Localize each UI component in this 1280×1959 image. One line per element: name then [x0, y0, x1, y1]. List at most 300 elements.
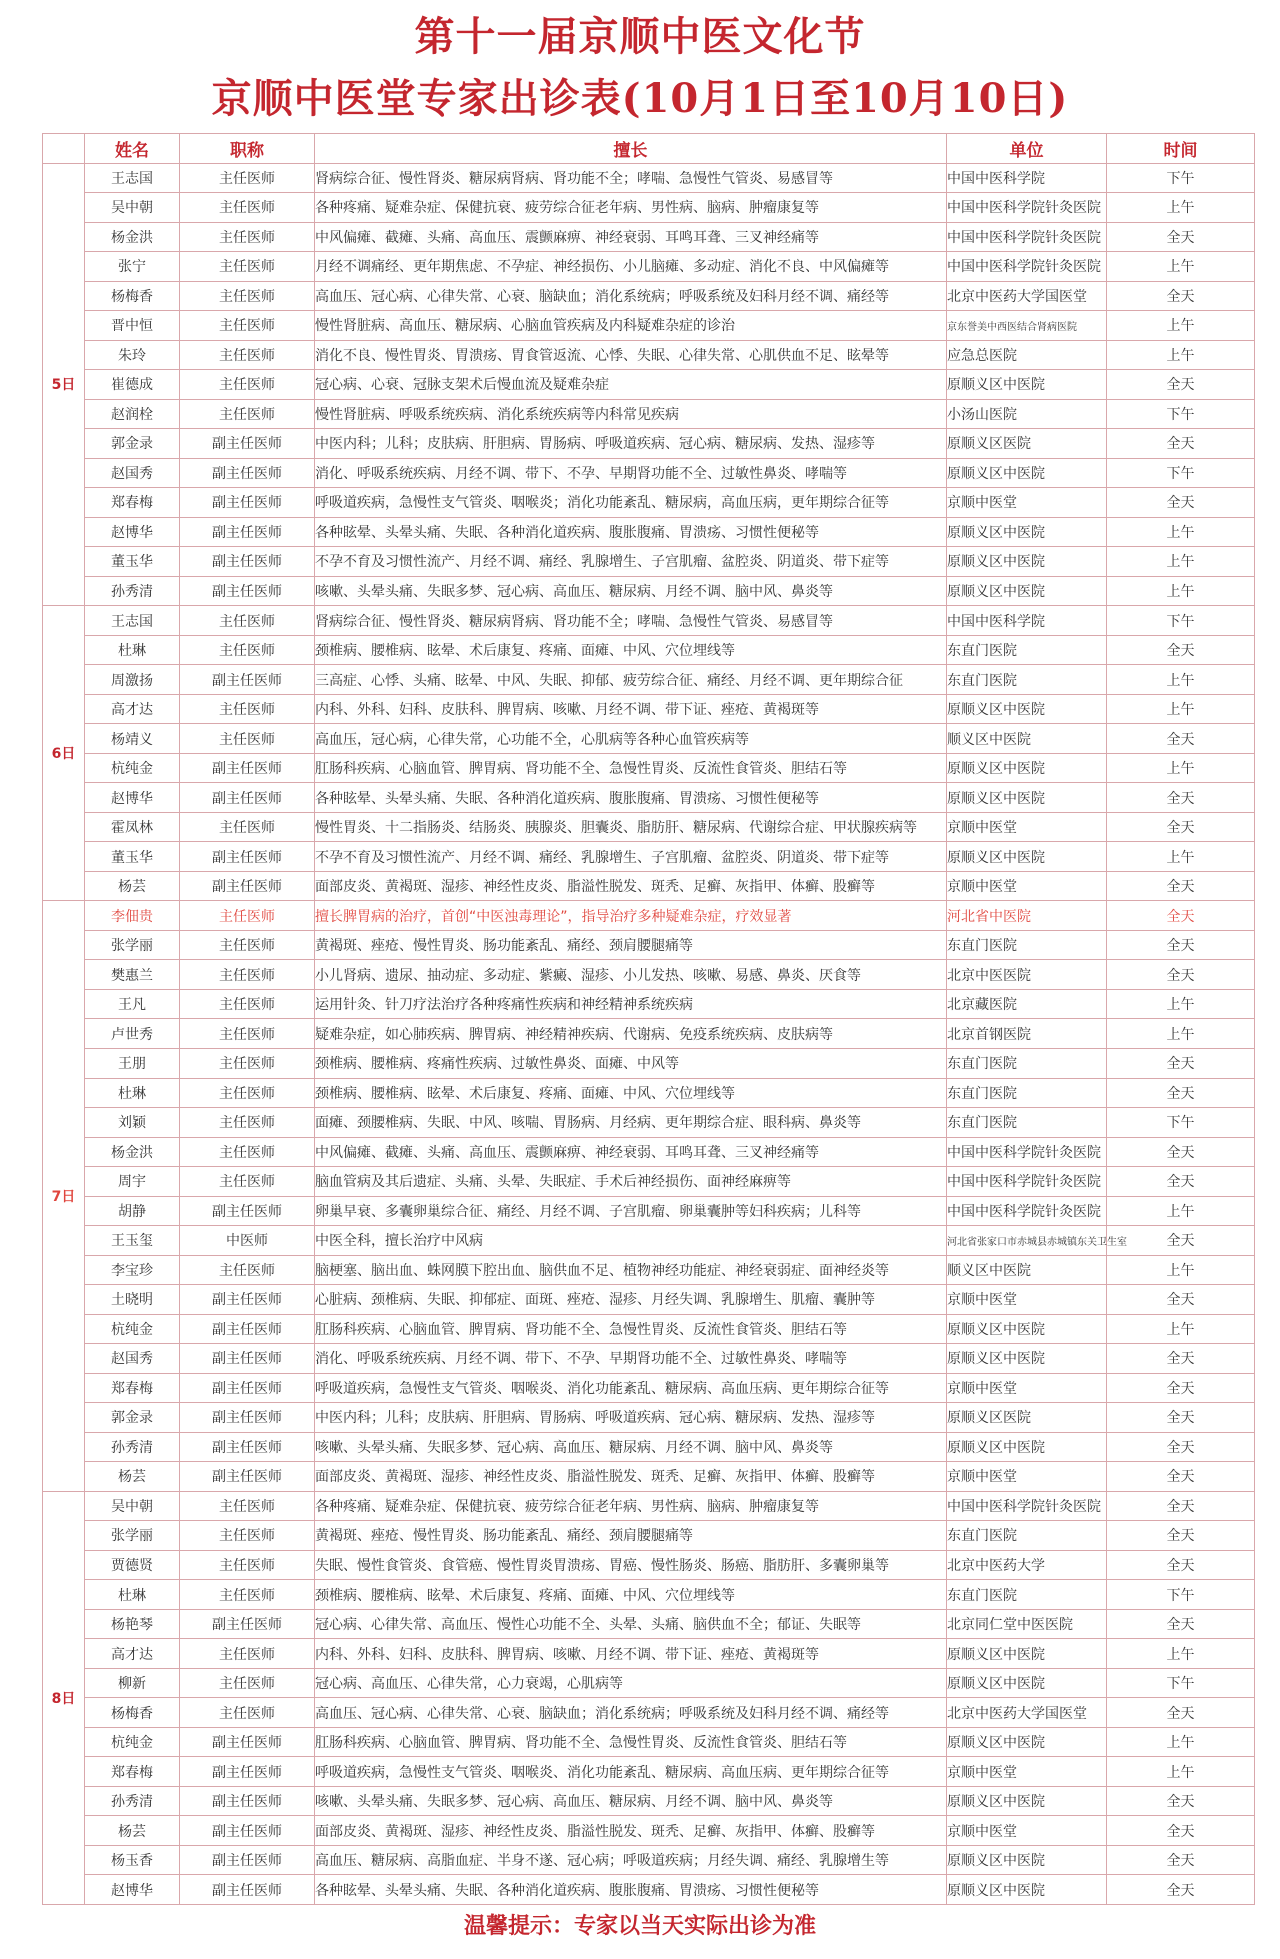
doctor-title: 副主任医师: [180, 842, 315, 872]
doctor-time: 全天: [1107, 724, 1255, 754]
day-label: 7日: [43, 901, 85, 1491]
doctor-specialty: 中医全科，擅长治疗中风病: [315, 1226, 947, 1256]
doctor-unit: 东直门医院: [947, 1521, 1107, 1551]
doctor-specialty: 脑梗塞、脑出血、蛛网膜下腔出血、脑供血不足、植物神经功能症、神经衰弱症、面神经炎等: [315, 1255, 947, 1285]
doctor-name: 霍凤林: [85, 812, 180, 842]
doctor-time: 上午: [1107, 842, 1255, 872]
table-row: [43, 694, 1255, 724]
doctor-name: 杭纯金: [85, 1314, 180, 1344]
doctor-time: 全天: [1107, 1403, 1255, 1433]
doctor-title: 副主任医师: [180, 753, 315, 783]
doctor-specialty: 心脏病、颈椎病、失眠、抑郁症、面斑、痤疮、湿疹、月经失调、乳腺增生、肌瘤、囊肿等: [315, 1285, 947, 1315]
doctor-name: 杨玉香: [85, 1845, 180, 1875]
doctor-time: 上午: [1107, 665, 1255, 695]
table-row: [43, 1314, 1255, 1344]
doctor-unit: 原顺义区中医院: [947, 1314, 1107, 1344]
doctor-unit: 河北省中医院: [947, 901, 1107, 931]
table-header-row: [43, 134, 1255, 164]
doctor-name: 孙秀清: [85, 1786, 180, 1816]
doctor-title: 主任医师: [180, 1639, 315, 1669]
doctor-time: 全天: [1107, 1048, 1255, 1078]
doctor-unit: 东直门医院: [947, 1108, 1107, 1138]
doctor-title: 主任医师: [180, 163, 315, 193]
doctor-specialty: 肛肠科疾病、心脑血管、脾胃病、肾功能不全、急慢性胃炎、反流性食管炎、胆结石等: [315, 753, 947, 783]
doctor-name: 郑春梅: [85, 488, 180, 518]
doctor-time: 全天: [1107, 1816, 1255, 1846]
table-row: [43, 458, 1255, 488]
doctor-name: 王凡: [85, 989, 180, 1019]
doctor-time: 全天: [1107, 1167, 1255, 1197]
table-row: [43, 1786, 1255, 1816]
table-row: [43, 842, 1255, 872]
doctor-unit: 中国中医科学院针灸医院: [947, 1196, 1107, 1226]
doctor-title: 主任医师: [180, 812, 315, 842]
doctor-specialty: 内科、外科、妇科、皮肤科、脾胃病、咳嗽、月经不调、带下证、痤疮、黄褐斑等: [315, 1639, 947, 1669]
doctor-specialty: 肛肠科疾病、心脑血管、脾胃病、肾功能不全、急慢性胃炎、反流性食管炎、胆结石等: [315, 1314, 947, 1344]
doctor-time: 上午: [1107, 547, 1255, 577]
table-row: [43, 1757, 1255, 1787]
doctor-title: 主任医师: [180, 1019, 315, 1049]
doctor-time: 下午: [1107, 458, 1255, 488]
doctor-specialty: 中风偏瘫、截瘫、头痛、高血压、震颤麻痹、神经衰弱、耳鸣耳聋、三叉神经痛等: [315, 222, 947, 252]
doctor-title: 副主任医师: [180, 1786, 315, 1816]
table-row: [43, 1521, 1255, 1551]
doctor-unit: 原顺义区中医院: [947, 458, 1107, 488]
doctor-name: 赵博华: [85, 783, 180, 813]
doctor-unit: 河北省张家口市赤城县赤城镇东关卫生室: [947, 1226, 1107, 1256]
doctor-name: 杜琳: [85, 1580, 180, 1610]
doctor-unit: 北京中医药大学: [947, 1550, 1107, 1580]
doctor-time: 全天: [1107, 635, 1255, 665]
table-row: [43, 753, 1255, 783]
doctor-time: 全天: [1107, 812, 1255, 842]
doctor-name: 吴中朝: [85, 193, 180, 223]
doctor-title: 副主任医师: [180, 1285, 315, 1315]
doctor-title: 副主任医师: [180, 1432, 315, 1462]
doctor-time: 全天: [1107, 1078, 1255, 1108]
doctor-time: 上午: [1107, 340, 1255, 370]
table-row: [43, 783, 1255, 813]
doctor-unit: 京顺中医堂: [947, 488, 1107, 518]
table-row: [43, 724, 1255, 754]
doctor-name: 张宁: [85, 252, 180, 282]
doctor-name: 董玉华: [85, 547, 180, 577]
doctor-title: 主任医师: [180, 252, 315, 282]
page-title: 第十一届京顺中医文化节: [414, 13, 866, 60]
table-row: [43, 1019, 1255, 1049]
doctor-title: 主任医师: [180, 989, 315, 1019]
doctor-specialty: 各种眩晕、头晕头痛、失眠、各种消化道疾病、腹胀腹痛、胃溃疡、习惯性便秘等: [315, 783, 947, 813]
doctor-title: 主任医师: [180, 930, 315, 960]
doctor-specialty: 消化不良、慢性胃炎、胃溃疡、胃食管返流、心悸、失眠、心律失常、心肌供血不足、眩晕等: [315, 340, 947, 370]
doctor-title: 主任医师: [180, 193, 315, 223]
doctor-unit: 中国中医科学院针灸医院: [947, 222, 1107, 252]
doctor-time: 全天: [1107, 1521, 1255, 1551]
doctor-unit: 原顺义区中医院: [947, 1875, 1107, 1905]
doctor-unit: 东直门医院: [947, 1078, 1107, 1108]
doctor-specialty: 颈椎病、腰椎病、眩晕、术后康复、疼痛、面瘫、中风、穴位埋线等: [315, 1580, 947, 1610]
doctor-name: 杨芸: [85, 871, 180, 901]
doctor-specialty: 脑血管病及其后遗症、头痛、头晕、失眠症、手术后神经损伤、面神经麻痹等: [315, 1167, 947, 1197]
doctor-specialty: 咳嗽、头晕头痛、失眠多梦、冠心病、高血压、糖尿病、月经不调、脑中风、鼻炎等: [315, 576, 947, 606]
doctor-unit: 原顺义区中医院: [947, 1432, 1107, 1462]
doctor-specialty: 面部皮炎、黄褐斑、湿疹、神经性皮炎、脂溢性脱发、斑秃、足癣、灰指甲、体癣、股癣等: [315, 871, 947, 901]
doctor-specialty: 不孕不育及习惯性流产、月经不调、痛经、乳腺增生、子宫肌瘤、盆腔炎、阴道炎、带下症等: [315, 547, 947, 577]
doctor-unit: 原顺义区中医院: [947, 1639, 1107, 1669]
doctor-title: 主任医师: [180, 222, 315, 252]
doctor-specialty: 消化、呼吸系统疾病、月经不调、带下、不孕、早期肾功能不全、过敏性鼻炎、哮喘等: [315, 1344, 947, 1374]
doctor-specialty: 卵巢早衰、多囊卵巢综合征、痛经、月经不调、子宫肌瘤、卵巢囊肿等妇科疾病；儿科等: [315, 1196, 947, 1226]
doctor-specialty: 各种疼痛、疑难杂症、保健抗衰、疲劳综合征老年病、男性病、脑病、肿瘤康复等: [315, 1491, 947, 1521]
doctor-title: 副主任医师: [180, 547, 315, 577]
doctor-time: 全天: [1107, 429, 1255, 459]
doctor-specialty: 失眠、慢性食管炎、食管癌、慢性胃炎胃溃疡、胃癌、慢性肠炎、肠癌、脂肪肝、多囊卵巢等: [315, 1550, 947, 1580]
table-row: [43, 606, 1255, 636]
doctor-title: 副主任医师: [180, 576, 315, 606]
doctor-specialty: 呼吸道疾病，急慢性支气管炎、咽喉炎；消化功能紊乱、糖尿病，高血压病，更年期综合征等: [315, 488, 947, 518]
table-row: [43, 252, 1255, 282]
doctor-title: 主任医师: [180, 1137, 315, 1167]
doctor-name: 杭纯金: [85, 1727, 180, 1757]
table-row: [43, 1639, 1255, 1669]
doctor-specialty: 中医内科；儿科；皮肤病、肝胆病、胃肠病、呼吸道疾病、冠心病、糖尿病、发热、湿疹等: [315, 1403, 947, 1433]
doctor-time: 全天: [1107, 1285, 1255, 1315]
doctor-time: 全天: [1107, 1226, 1255, 1256]
doctor-specialty: 中风偏瘫、截瘫、头痛、高血压、震颤麻痹、神经衰弱、耳鸣耳聋、三叉神经痛等: [315, 1137, 947, 1167]
doctor-name: 晋中恒: [85, 311, 180, 341]
table-row: [43, 547, 1255, 577]
doctor-name: 王玉玺: [85, 1226, 180, 1256]
doctor-title: 主任医师: [180, 635, 315, 665]
doctor-title: 副主任医师: [180, 488, 315, 518]
doctor-title: 副主任医师: [180, 1196, 315, 1226]
doctor-specialty: 颈椎病、腰椎病、眩晕、术后康复、疼痛、面瘫、中风、穴位埋线等: [315, 1078, 947, 1108]
doctor-name: 卢世秀: [85, 1019, 180, 1049]
doctor-time: 全天: [1107, 1698, 1255, 1728]
doctor-specialty: 各种疼痛、疑难杂症、保健抗衰、疲劳综合征老年病、男性病、脑病、肿瘤康复等: [315, 193, 947, 223]
doctor-time: 下午: [1107, 1108, 1255, 1138]
doctor-specialty: 呼吸道疾病，急慢性支气管炎、咽喉炎、消化功能紊乱、糖尿病、高血压病、更年期综合征等: [315, 1373, 947, 1403]
doctor-title: 主任医师: [180, 960, 315, 990]
table-row: [43, 1580, 1255, 1610]
doctor-name: 周激扬: [85, 665, 180, 695]
table-row: [43, 370, 1255, 400]
doctor-name: 赵博华: [85, 1875, 180, 1905]
doctor-name: 赵国秀: [85, 1344, 180, 1374]
doctor-unit: 原顺义区医院: [947, 1403, 1107, 1433]
doctor-title: 副主任医师: [180, 1727, 315, 1757]
doctor-specialty: 三高症、心悸、头痛、眩晕、中风、失眠、抑郁、疲劳综合征、痛经、月经不调、更年期综合征: [315, 665, 947, 695]
doctor-unit: 小汤山医院: [947, 399, 1107, 429]
doctor-unit: 京顺中医堂: [947, 1462, 1107, 1492]
table-row: [43, 1048, 1255, 1078]
doctor-time: 下午: [1107, 399, 1255, 429]
doctor-time: 下午: [1107, 1668, 1255, 1698]
doctor-unit: 原顺义区中医院: [947, 753, 1107, 783]
doctor-title: 主任医师: [180, 1580, 315, 1610]
doctor-title: 副主任医师: [180, 1845, 315, 1875]
doctor-name: 郭金录: [85, 1403, 180, 1433]
doctor-time: 上午: [1107, 1639, 1255, 1669]
table-row: [43, 429, 1255, 459]
doctor-unit: 京顺中医堂: [947, 1373, 1107, 1403]
doctor-name: 郑春梅: [85, 1373, 180, 1403]
doctor-specialty: 高血压、冠心病、心律失常、心衰、脑缺血；消化系统病；呼吸系统及妇科月经不调、痛经等: [315, 1698, 947, 1728]
doctor-unit: 顺义区中医院: [947, 724, 1107, 754]
table-row: [43, 812, 1255, 842]
table-row: [43, 1078, 1255, 1108]
doctor-time: 全天: [1107, 960, 1255, 990]
table-row: [43, 1167, 1255, 1197]
table-row: [43, 193, 1255, 223]
table-row: [43, 665, 1255, 695]
doctor-title: 主任医师: [180, 1668, 315, 1698]
doctor-specialty: 咳嗽、头晕头痛、失眠多梦、冠心病、高血压、糖尿病、月经不调、脑中风、鼻炎等: [315, 1786, 947, 1816]
doctor-unit: 京顺中医堂: [947, 871, 1107, 901]
doctor-title: 主任医师: [180, 1108, 315, 1138]
doctor-name: 赵国秀: [85, 458, 180, 488]
table-row: [43, 1226, 1255, 1256]
doctor-name: 郑春梅: [85, 1757, 180, 1787]
table-row: [43, 1550, 1255, 1580]
doctor-title: 主任医师: [180, 606, 315, 636]
doctor-name: 王志国: [85, 163, 180, 193]
doctor-name: 周宇: [85, 1167, 180, 1197]
table-row: [43, 222, 1255, 252]
table-row: [43, 340, 1255, 370]
doctor-time: 下午: [1107, 606, 1255, 636]
table-row: [43, 1403, 1255, 1433]
doctor-name: 樊惠兰: [85, 960, 180, 990]
doctor-time: 全天: [1107, 1786, 1255, 1816]
doctor-unit: 北京中医药大学国医堂: [947, 281, 1107, 311]
doctor-specialty: 各种眩晕、头晕头痛、失眠、各种消化道疾病、腹胀腹痛、胃溃疡、习惯性便秘等: [315, 1875, 947, 1905]
doctor-name: 高才达: [85, 694, 180, 724]
doctor-time: 全天: [1107, 1137, 1255, 1167]
doctor-title: 主任医师: [180, 1698, 315, 1728]
doctor-time: 上午: [1107, 1727, 1255, 1757]
doctor-unit: 中国中医科学院针灸医院: [947, 193, 1107, 223]
doctor-title: 副主任医师: [180, 665, 315, 695]
doctor-specialty: 肛肠科疾病、心脑血管、脾胃病、肾功能不全、急慢性胃炎、反流性食管炎、胆结石等: [315, 1727, 947, 1757]
doctor-name: 吴中朝: [85, 1491, 180, 1521]
doctor-title: 主任医师: [180, 340, 315, 370]
doctor-name: 张学丽: [85, 1521, 180, 1551]
schedule-body: [43, 163, 1255, 1904]
table-row: [43, 1432, 1255, 1462]
doctor-name: 杨靖义: [85, 724, 180, 754]
doctor-specialty: 肾病综合征、慢性肾炎、糖尿病肾病、肾功能不全；哮喘、急慢性气管炎、易感冒等: [315, 606, 947, 636]
doctor-title: 副主任医师: [180, 783, 315, 813]
doctor-unit: 原顺义区中医院: [947, 547, 1107, 577]
doctor-title: 主任医师: [180, 281, 315, 311]
table-row: [43, 989, 1255, 1019]
doctor-name: 土晓明: [85, 1285, 180, 1315]
doctor-title: 副主任医师: [180, 1609, 315, 1639]
table-row: [43, 1196, 1255, 1226]
doctor-time: 上午: [1107, 1255, 1255, 1285]
table-row: [43, 635, 1255, 665]
day-label: 5日: [43, 163, 85, 606]
doctor-time: 全天: [1107, 783, 1255, 813]
doctor-name: 杨芸: [85, 1816, 180, 1846]
table-row: [43, 517, 1255, 547]
doctor-unit: 中国中医科学院针灸医院: [947, 1137, 1107, 1167]
doctor-title: 主任医师: [180, 1255, 315, 1285]
doctor-name: 柳新: [85, 1668, 180, 1698]
doctor-title: 主任医师: [180, 311, 315, 341]
doctor-time: 全天: [1107, 1550, 1255, 1580]
table-row: [43, 1609, 1255, 1639]
header-unit: 单位: [947, 134, 1107, 164]
day-label: 8日: [43, 1491, 85, 1904]
doctor-unit: 中国中医科学院: [947, 606, 1107, 636]
doctor-name: 杨梅香: [85, 1698, 180, 1728]
doctor-name: 郭金录: [85, 429, 180, 459]
doctor-name: 刘颖: [85, 1108, 180, 1138]
doctor-name: 李佃贵: [85, 901, 180, 931]
page-subtitle: 京顺中医堂专家出诊表(10月1日至10月10日): [211, 75, 1069, 122]
doctor-name: 杨金洪: [85, 1137, 180, 1167]
doctor-specialty: 高血压、糖尿病、高脂血症、半身不遂、冠心病；呼吸道疾病；月经失调、痛经、乳腺增生等: [315, 1845, 947, 1875]
doctor-name: 崔德成: [85, 370, 180, 400]
doctor-time: 全天: [1107, 1491, 1255, 1521]
doctor-unit: 原顺义区中医院: [947, 1845, 1107, 1875]
doctor-time: 上午: [1107, 753, 1255, 783]
doctor-specialty: 呼吸道疾病，急慢性支气管炎、咽喉炎、消化功能紊乱、糖尿病、高血压病、更年期综合征等: [315, 1757, 947, 1787]
doctor-unit: 原顺义区医院: [947, 429, 1107, 459]
doctor-unit: 中国中医科学院: [947, 163, 1107, 193]
doctor-unit: 北京中医医院: [947, 960, 1107, 990]
doctor-unit: 原顺义区中医院: [947, 1668, 1107, 1698]
doctor-specialty: 高血压，冠心病，心律失常，心功能不全，心肌病等各种心血管疾病等: [315, 724, 947, 754]
table-row: [43, 930, 1255, 960]
doctor-unit: 原顺义区中医院: [947, 694, 1107, 724]
doctor-time: 全天: [1107, 1462, 1255, 1492]
doctor-specialty: 肾病综合征、慢性肾炎、糖尿病肾病、肾功能不全；哮喘、急慢性气管炎、易感冒等: [315, 163, 947, 193]
doctor-title: 中医师: [180, 1226, 315, 1256]
doctor-unit: 顺义区中医院: [947, 1255, 1107, 1285]
doctor-unit: 京顺中医堂: [947, 812, 1107, 842]
doctor-unit: 应急总医院: [947, 340, 1107, 370]
doctor-specialty: 运用针灸、针刀疗法治疗各种疼痛性疾病和神经精神系统疾病: [315, 989, 947, 1019]
doctor-title: 副主任医师: [180, 1757, 315, 1787]
doctor-unit: 中国中医科学院针灸医院: [947, 1167, 1107, 1197]
day-label: 6日: [43, 606, 85, 901]
table-row: [43, 1816, 1255, 1846]
footer-note: 温馨提示：专家以当天实际出诊为准: [463, 1914, 816, 1939]
doctor-name: 赵润栓: [85, 399, 180, 429]
doctor-time: 上午: [1107, 694, 1255, 724]
table-row: [43, 1875, 1255, 1905]
table-row: [43, 1255, 1255, 1285]
doctor-title: 主任医师: [180, 1491, 315, 1521]
doctor-time: 全天: [1107, 1432, 1255, 1462]
doctor-unit: 原顺义区中医院: [947, 370, 1107, 400]
doctor-time: 下午: [1107, 163, 1255, 193]
doctor-specialty: 疑难杂症，如心肺疾病、脾胃病、神经精神疾病、代谢病、免疫系统疾病、皮肤病等: [315, 1019, 947, 1049]
header-time: 时间: [1107, 134, 1255, 164]
doctor-specialty: 消化、呼吸系统疾病、月经不调、带下、不孕、早期肾功能不全、过敏性鼻炎、哮喘等: [315, 458, 947, 488]
doctor-title: 主任医师: [180, 399, 315, 429]
doctor-name: 贾德贤: [85, 1550, 180, 1580]
doctor-specialty: 各种眩晕、头晕头痛、失眠、各种消化道疾病、腹胀腹痛、胃溃疡、习惯性便秘等: [315, 517, 947, 547]
table-row: [43, 960, 1255, 990]
doctor-title: 副主任医师: [180, 1462, 315, 1492]
doctor-name: 杨金洪: [85, 222, 180, 252]
doctor-specialty: 中医内科；儿科；皮肤病、肝胆病、胃肠病、呼吸道疾病、冠心病、糖尿病、发热、湿疹等: [315, 429, 947, 459]
doctor-name: 董玉华: [85, 842, 180, 872]
doctor-title: 主任医师: [180, 1550, 315, 1580]
doctor-name: 赵博华: [85, 517, 180, 547]
doctor-unit: 北京中医药大学国医堂: [947, 1698, 1107, 1728]
doctor-time: 全天: [1107, 1845, 1255, 1875]
doctor-name: 杜琳: [85, 635, 180, 665]
table-row: [43, 1845, 1255, 1875]
doctor-title: 副主任医师: [180, 1403, 315, 1433]
doctor-specialty: 小儿肾病、遗尿、抽动症、多动症、紫癜、湿疹、小儿发热、咳嗽、易感、鼻炎、厌食等: [315, 960, 947, 990]
doctor-unit: 东直门医院: [947, 1048, 1107, 1078]
doctor-title: 副主任医师: [180, 871, 315, 901]
doctor-unit: 中国中医科学院针灸医院: [947, 252, 1107, 282]
doctor-unit: 北京藏医院: [947, 989, 1107, 1019]
table-row: [43, 1462, 1255, 1492]
header-specialty: 擅长: [315, 134, 947, 164]
table-row: [43, 281, 1255, 311]
doctor-time: 全天: [1107, 1373, 1255, 1403]
doctor-title: 副主任医师: [180, 429, 315, 459]
table-row: [43, 1137, 1255, 1167]
doctor-unit: 原顺义区中医院: [947, 783, 1107, 813]
header-day-col: [43, 134, 85, 164]
doctor-unit: 京东誉美中西医结合肾病医院: [947, 311, 1107, 341]
doctor-title: 主任医师: [180, 1078, 315, 1108]
doctor-name: 高才达: [85, 1639, 180, 1669]
doctor-title: 主任医师: [180, 901, 315, 931]
doctor-unit: 北京首钢医院: [947, 1019, 1107, 1049]
doctor-time: 上午: [1107, 1019, 1255, 1049]
doctor-time: 全天: [1107, 1875, 1255, 1905]
doctor-title: 副主任医师: [180, 1344, 315, 1374]
doctor-time: 上午: [1107, 517, 1255, 547]
header-title: 职称: [180, 134, 315, 164]
table-row: [43, 1698, 1255, 1728]
doctor-time: 全天: [1107, 488, 1255, 518]
doctor-title: 副主任医师: [180, 1373, 315, 1403]
doctor-name: 李宝珍: [85, 1255, 180, 1285]
doctor-unit: 京顺中医堂: [947, 1285, 1107, 1315]
doctor-title: 主任医师: [180, 1048, 315, 1078]
doctor-time: 上午: [1107, 576, 1255, 606]
doctor-title: 主任医师: [180, 370, 315, 400]
doctor-time: 上午: [1107, 1314, 1255, 1344]
doctor-specialty: 冠心病、心衰、冠脉支架术后慢血流及疑难杂症: [315, 370, 947, 400]
doctor-title: 副主任医师: [180, 1816, 315, 1846]
doctor-time: 上午: [1107, 989, 1255, 1019]
doctor-unit: 中国中医科学院针灸医院: [947, 1491, 1107, 1521]
doctor-time: 上午: [1107, 252, 1255, 282]
doctor-unit: 东直门医院: [947, 665, 1107, 695]
doctor-specialty: 不孕不育及习惯性流产、月经不调、痛经、乳腺增生、子宫肌瘤、盆腔炎、阴道炎、带下症等: [315, 842, 947, 872]
doctor-name: 王朋: [85, 1048, 180, 1078]
doctor-specialty: 冠心病、心律失常、高血压、慢性心功能不全、头晕、头痛、脑供血不全；郁证、失眠等: [315, 1609, 947, 1639]
table-row: [43, 1491, 1255, 1521]
table-row: [43, 576, 1255, 606]
doctor-time: 上午: [1107, 193, 1255, 223]
doctor-title: 主任医师: [180, 1521, 315, 1551]
doctor-unit: 原顺义区中医院: [947, 1727, 1107, 1757]
doctor-unit: 东直门医院: [947, 1580, 1107, 1610]
